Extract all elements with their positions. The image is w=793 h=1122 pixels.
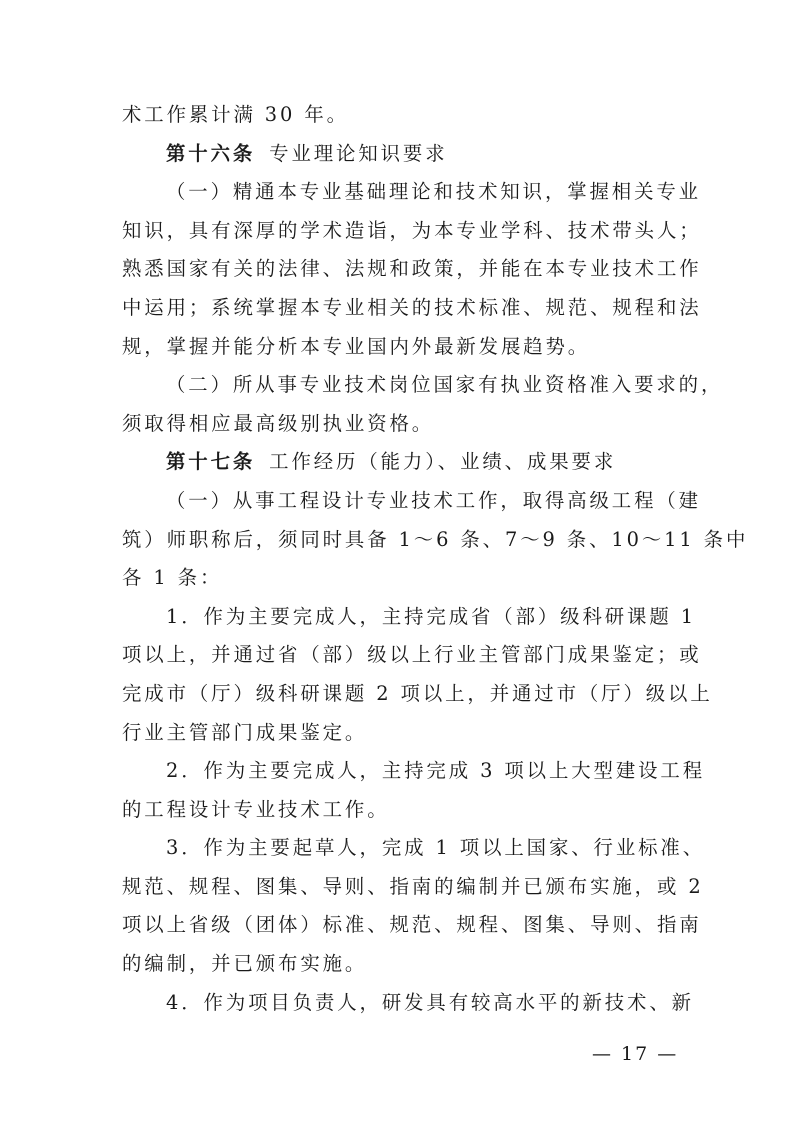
text-line: 项以上省级（团体）标准、规范、规程、图集、导则、指南 <box>122 913 702 937</box>
text-line: 的编制，并已颁布实施。 <box>122 952 368 976</box>
article-heading <box>122 443 682 482</box>
article-number: 第十六条 <box>166 141 256 165</box>
article-title: 专业理论知识要求 <box>269 141 448 165</box>
text-line: （一）从事工程设计专业技术工作，取得高级工程（建 <box>166 488 701 512</box>
text-line: 项以上，并通过省（部）级以上行业主管部门成果鉴定；或 <box>122 643 702 667</box>
text-line: 完成市（厅）级科研课题 2 项以上，并通过市（厅）级以上 <box>122 681 713 705</box>
text-line: 须取得相应最高级别执业资格。 <box>122 411 435 435</box>
text-line: 规范、规程、图集、导则、指南的编制并已颁布实施，或 2 <box>122 874 704 898</box>
article-title: 工作经历（能力）、业绩、成果要求 <box>269 450 617 474</box>
text-line: 4．作为项目负责人，研发具有较高水平的新技术、新 <box>166 990 694 1014</box>
text-line: 3．作为主要起草人，完成 1 项以上国家、行业标准、 <box>166 836 705 860</box>
text-line: 的工程设计专业技术工作。 <box>122 797 390 821</box>
text-line: 规，掌握并能分析本专业国内外最新发展趋势。 <box>122 334 591 358</box>
text-line: 筑）师职称后，须同时具备 1～6 条、7～9 条、10～11 条中 <box>122 527 749 551</box>
text-line: 2．作为主要完成人，主持完成 3 项以上大型建设工程 <box>166 759 705 783</box>
page-number: — 17 — <box>592 1043 679 1065</box>
article-number: 第十七条 <box>166 450 256 474</box>
text-line: 各 1 条： <box>122 566 223 590</box>
text-line: 行业主管部门成果鉴定。 <box>122 720 368 744</box>
text-line: 术工作累计满 30 年。 <box>122 103 349 126</box>
text-line: 1．作为主要完成人，主持完成省（部）级科研课题 1 <box>166 604 696 628</box>
text-line: （一）精通本专业基础理论和技术知识，掌握相关专业 <box>166 180 701 204</box>
document-body <box>122 96 749 1022</box>
text-line: （二）所从事专业技术岗位国家有执业资格准入要求的， <box>166 373 724 397</box>
text-line: 熟悉国家有关的法律、法规和政策，并能在本专业技术工作 <box>122 257 702 281</box>
text-line: 中运用；系统掌握本专业相关的技术标准、规范、规程和法 <box>122 295 702 319</box>
text-line: 知识，具有深厚的学术造诣，为本专业学科、技术带头人； <box>122 218 702 242</box>
article-heading <box>122 135 682 174</box>
